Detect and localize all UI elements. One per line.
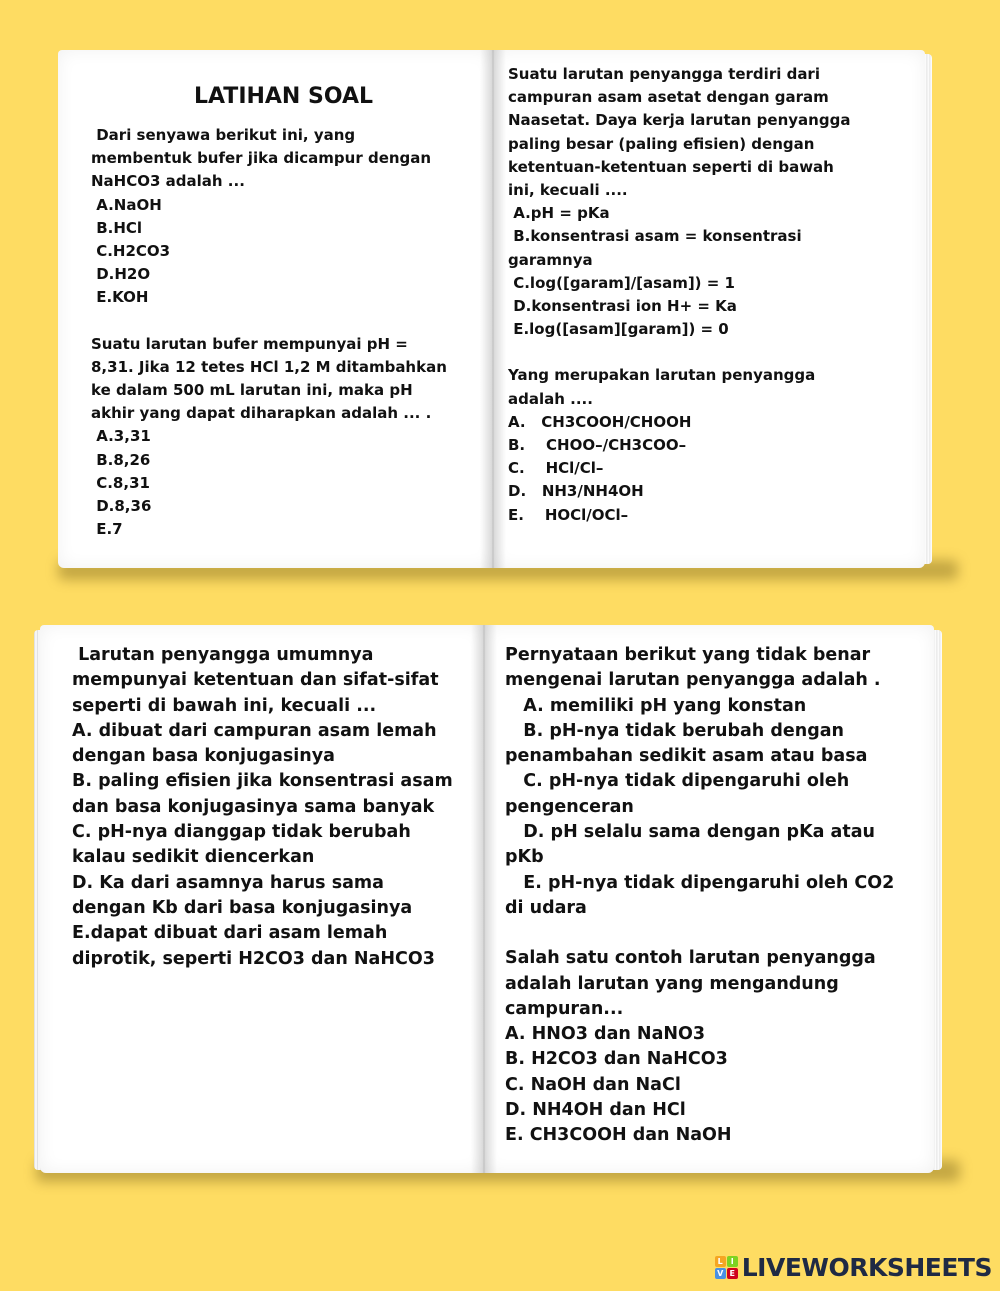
option-e-cont: di udara [505, 897, 587, 918]
option-a: A. memiliki pH yang konstan [505, 695, 807, 716]
option-a: A. CH3COOH/CHOOH [508, 412, 692, 431]
question-text: seperti di bawah ini, kecuali ... [72, 695, 377, 716]
option-b: B.konsentrasi asam = konsentrasi [508, 227, 802, 246]
option-a: A. HNO3 dan NaNO3 [505, 1024, 706, 1045]
question-text: Salah satu contoh larutan penyangga [505, 948, 876, 969]
logo-tile: I [727, 1256, 738, 1267]
option-e: E.log([asam][garam]) = 0 [508, 320, 729, 339]
question-text: Dari senyawa berikut ini, yang [91, 126, 356, 144]
book2-gutter [471, 625, 497, 1173]
option-d: D. NH4OH dan HCl [505, 1100, 686, 1121]
question-2 [91, 333, 476, 542]
option-b-cont: penambahan sedikit asam atau basa [505, 746, 868, 767]
option-c: C. pH-nya dianggap tidak berubah [72, 822, 411, 843]
option-b: B. H2CO3 dan NaHCO3 [505, 1049, 728, 1070]
option-b: B. CHOO–/CH3COO– [508, 436, 687, 455]
option-d: D. pH selalu sama dengan pKa atau [505, 822, 875, 843]
option-e: E. HOCl/OCl– [508, 505, 629, 524]
option-c: C. NaOH dan NaCl [505, 1074, 681, 1095]
option-c: C. HCl/Cl– [508, 459, 604, 478]
question-text: ke dalam 500 mL larutan ini, maka pH [91, 381, 413, 400]
option-a: A.pH = pKa [508, 204, 610, 223]
book1-gutter [480, 50, 506, 568]
question-text: ini, kecuali .... [508, 181, 628, 200]
question-text: Pernyataan berikut yang tidak benar [505, 645, 871, 665]
question-text: Suatu larutan penyangga terdiri dari [508, 65, 820, 83]
logo-tile: L [715, 1256, 726, 1267]
option-c-cont: pengenceran [505, 796, 634, 817]
option-d: D.konsentrasi ion H+ = Ka [508, 297, 737, 316]
question-text: Yang merupakan larutan penyangga [508, 366, 816, 385]
question-text: adalah .... [508, 389, 593, 408]
option-b-cont: garamnya [508, 250, 593, 269]
question-text: Naasetat. Daya kerja larutan penyangga [508, 111, 851, 130]
option-c: C.8,31 [91, 473, 150, 492]
question-text: campuran... [505, 998, 624, 1019]
option-c-cont: kalau sedikit diencerkan [72, 847, 315, 868]
option-e: E.dapat dibuat dari asam lemah [72, 923, 388, 944]
option-d: D.H2O [91, 265, 151, 284]
question-text: campuran asam asetat dengan garam [508, 88, 829, 107]
question-text: Larutan penyangga umumnya [72, 645, 374, 665]
option-d: D.8,36 [91, 497, 152, 516]
book2-right-content [505, 643, 915, 1149]
logo-tile: E [727, 1268, 738, 1279]
question-text: ketentuan-ketentuan seperti di bawah [508, 157, 834, 176]
question-text: akhir yang dapat diharapkan adalah ... . [91, 404, 432, 423]
option-e: E. pH-nya tidak dipengaruhi oleh CO2 [505, 872, 895, 893]
option-b: B.8,26 [91, 450, 151, 469]
option-a: A.3,31 [91, 427, 151, 446]
worksheet-title: LATIHAN SOAL [193, 84, 374, 109]
option-d: D. Ka dari asamnya harus sama [72, 872, 384, 893]
question-1 [91, 124, 476, 310]
question-4 [508, 364, 908, 526]
brand-name: LIVEWORKSHEETS [741, 1253, 992, 1282]
book1-right-content [508, 63, 908, 527]
option-b: B. pH-nya tidak berubah dengan [505, 720, 845, 741]
question-5 [72, 643, 467, 972]
question-text: paling besar (paling efisien) dengan [508, 134, 815, 153]
option-d-cont: pKb [505, 847, 544, 868]
book2-left-content [72, 643, 467, 972]
option-b: B.HCl [91, 218, 143, 237]
liveworksheets-logo[interactable] [715, 1253, 992, 1282]
option-e: E. CH3COOH dan NaOH [505, 1125, 732, 1146]
option-e-cont: diprotik, seperti H2CO3 dan NaHCO3 [72, 948, 435, 969]
option-d-cont: dengan Kb dari basa konjugasinya [72, 897, 413, 918]
question-text: Suatu larutan bufer mempunyai pH = [91, 334, 408, 353]
question-text: membentuk bufer jika dicampur dengan [91, 149, 432, 168]
option-c: C. pH-nya tidak dipengaruhi oleh [505, 771, 850, 792]
option-b-cont: dan basa konjugasinya sama banyak [72, 796, 435, 817]
option-e: E.7 [91, 520, 123, 539]
option-b: B. paling efisien jika konsentrasi asam [72, 771, 453, 792]
option-a: A.NaOH [91, 195, 162, 214]
question-3 [508, 63, 908, 341]
option-a-cont: dengan basa konjugasinya [72, 746, 335, 767]
option-c: C.H2CO3 [91, 242, 171, 261]
question-6 [505, 643, 915, 921]
logo-tile: V [715, 1268, 726, 1279]
option-a: A. dibuat dari campuran asam lemah [72, 720, 437, 741]
question-text: NaHCO3 adalah ... [91, 172, 245, 191]
question-text: mengenai larutan penyangga adalah . [505, 670, 881, 691]
question-text: 8,31. Jika 12 tetes HCl 1,2 M ditambahkan [91, 357, 447, 376]
book1-left-content [91, 82, 476, 541]
question-text: mempunyai ketentuan dan sifat-sifat [72, 670, 439, 691]
option-e: E.KOH [91, 288, 149, 307]
question-text: adalah larutan yang mengandung [505, 973, 839, 994]
question-7 [505, 946, 915, 1148]
option-d: D. NH3/NH4OH [508, 482, 644, 501]
liveworksheets-logo-icon [715, 1256, 738, 1279]
option-c: C.log([garam]/[asam]) = 1 [508, 273, 735, 292]
